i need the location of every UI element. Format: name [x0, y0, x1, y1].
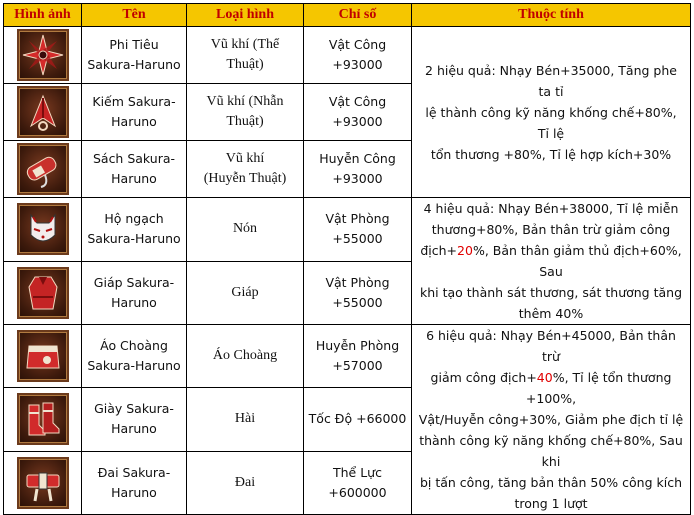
item-stat-line: Huyễn Phòng: [315, 338, 400, 354]
equipment-table: [3, 3, 691, 515]
item-name-line: Hộ ngạch: [104, 211, 164, 227]
table-row: [4, 27, 691, 84]
header-type: Loại hình: [187, 4, 304, 27]
scroll-book-icon: [17, 143, 69, 195]
item-stat-line: +93000: [332, 57, 383, 72]
header-row: [4, 4, 691, 27]
belt-icon: [17, 457, 69, 509]
item-type-line: Vũ khí: [225, 151, 265, 166]
armor-icon: [17, 267, 69, 319]
header-image: Hình ảnh: [4, 4, 82, 27]
table-row: [4, 198, 691, 262]
item-name-line: Giáp Sakura-: [93, 274, 175, 290]
item-type-line: Giáp: [231, 284, 259, 300]
item-name-line: Kiếm Sakura-: [92, 94, 176, 109]
header-stat: Chỉ số: [304, 4, 412, 27]
set-effect-6: 6 hiệu quả: Nhạy Bén+45000, Bản thân trừ giảm công địch+40%, Tỉ lệ tổn thương +100%, Vật/Huyễn công+30%, Giảm phe địch tỉ lệ thành công kỹ năng khống chế+80%, Sau khi bị tấn công, tăng bản thân 50% công kích trong 1 lượt: [412, 325, 691, 515]
header-attribute: Thuộc tính: [412, 4, 691, 27]
item-type-line: Vũ khí (Thể: [210, 37, 280, 52]
item-name-line: Sakura-Haruno: [87, 231, 181, 247]
set-effect-2: 2 hiệu quả: Nhạy Bén+35000, Tăng phe ta tỉ lệ thành công kỹ năng khống chế+80%, Tỉ lệ tổn thương +80%, Tỉ lệ hợp kích+30%: [412, 27, 691, 198]
item-type-line: (Huyễn Thuật): [203, 171, 287, 186]
item-stat-line: Vật Phòng: [325, 211, 390, 227]
item-type-line: Thuật): [226, 57, 264, 72]
item-name-line: Haruno: [111, 114, 157, 129]
item-name-line: Sakura-Haruno: [87, 358, 181, 374]
table-row: [4, 325, 691, 388]
item-name-line: Giày Sakura-: [94, 401, 174, 417]
item-type-line: Áo Choàng: [212, 348, 278, 364]
cloak-icon: [17, 330, 69, 382]
item-name-line: Phi Tiêu: [109, 37, 159, 52]
item-stat-line: +93000: [332, 114, 383, 129]
item-stat-line: Vật Phòng: [325, 274, 390, 290]
fox-mask-icon: [17, 203, 69, 255]
item-stat-line: +93000: [332, 171, 383, 186]
item-name-line: Áo Choàng: [100, 338, 168, 354]
item-stat-line: +57000: [332, 358, 383, 374]
item-type-line: Vũ khí (Nhẫn: [206, 94, 284, 109]
item-stat-line: +600000: [328, 484, 387, 500]
set-effect-4: 4 hiệu quả: Nhạy Bén+38000, Tỉ lệ miễn thương+80%, Bản thân trừ giảm công địch+20%, Bản thân giảm thủ địch+60%, Sau khi tạo thành sát thương, sát thương tăng thêm 40%: [412, 198, 691, 325]
item-stat-line: Huyễn Công: [319, 151, 396, 166]
item-name-line: Sakura-Haruno: [87, 57, 181, 72]
item-type-line: Đai: [234, 474, 256, 490]
item-name-line: Haruno: [111, 294, 157, 310]
item-stat-line: Tốc Độ +66000: [308, 411, 407, 427]
item-stat-line: +55000: [332, 231, 383, 247]
shuriken-icon: [17, 29, 69, 81]
item-name-line: Haruno: [111, 421, 157, 437]
item-stat-line: Thể Lực: [333, 464, 382, 480]
item-name-line: Haruno: [111, 171, 157, 186]
item-type-line: Thuật): [226, 114, 264, 129]
boots-icon: [17, 393, 69, 445]
item-name-line: Haruno: [111, 484, 157, 500]
item-stat-line: +55000: [332, 294, 383, 310]
header-name: Tên: [82, 4, 187, 27]
item-name-line: Sách Sakura-: [92, 151, 176, 166]
item-stat-line: Vật Công: [328, 94, 387, 109]
item-type-line: Nón: [232, 221, 258, 237]
kunai-sword-icon: [17, 86, 69, 138]
item-name-line: Đai Sakura-: [97, 464, 171, 480]
item-stat-line: Vật Công: [328, 37, 387, 52]
item-type-line: Hài: [234, 411, 256, 427]
